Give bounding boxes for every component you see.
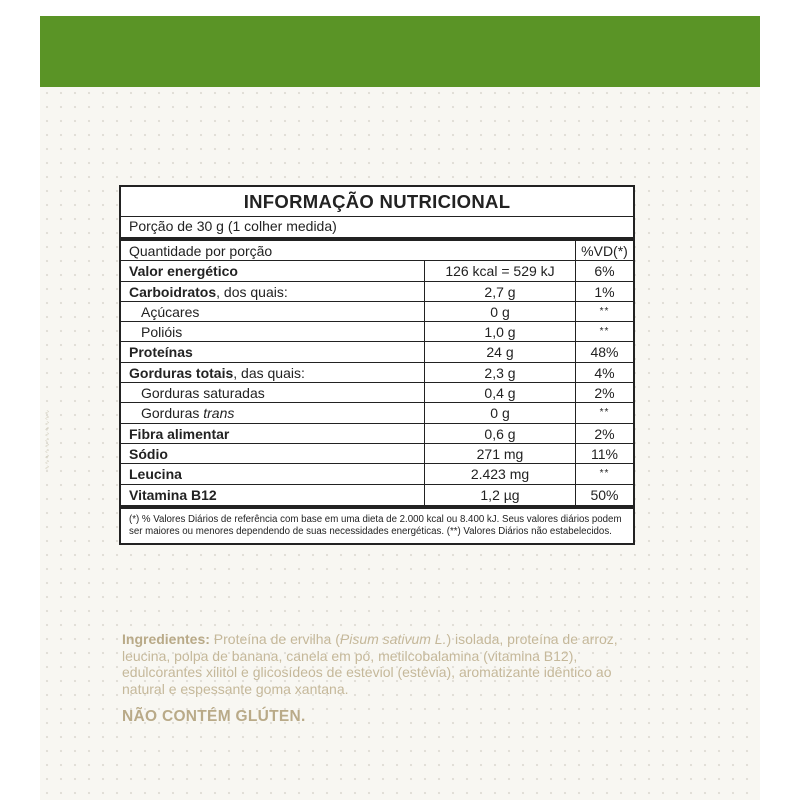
nutrient-name: Leucina [129,466,182,483]
nutrient-vd: 1% [575,282,633,301]
nutrient-amount: 271 mg [424,444,575,463]
nutrient-amount: 126 kcal = 529 kJ [424,261,575,280]
nutrient-name: Carboidratos, dos quais: [129,283,288,300]
nutrient-vd: ** [575,322,633,341]
table-row [121,444,633,464]
nutrient-vd: 6% [575,261,633,280]
table-row [121,464,633,484]
nutrient-amount: 2,7 g [424,282,575,301]
table-title: INFORMAÇÃO NUTRICIONAL [243,191,511,212]
nutrient-name: Proteínas [129,344,193,361]
nutrient-vd: 48% [575,342,633,361]
table-row [121,282,633,302]
nutrition-facts-table [119,185,635,545]
nutrient-amount: 1,2 µg [424,485,575,505]
nutrient-amount: 1,0 g [424,322,575,341]
nutrient-vd: 2% [575,383,633,402]
nutrient-vd: 4% [575,363,633,382]
nutrient-name: Gorduras saturadas [141,385,265,402]
nutrient-amount: 0 g [424,403,575,422]
table-row [121,383,633,403]
nutrient-amount: 0 g [424,302,575,321]
nutrient-vd: 11% [575,444,633,463]
nutrient-amount: 0,6 g [424,424,575,443]
table-row [121,342,633,362]
table-row [121,363,633,383]
nutrient-vd: 50% [575,485,633,505]
table-footnote: (*) % Valores Diários de referência com base em uma dieta de 2.000 kcal ou 8.400 kJ. Seus valores diários podem ser maiores ou menores dependendo de suas necessidades energéticas. (**) Valores Diários não estabelecidos. [121,505,633,543]
nutrient-vd: ** [575,302,633,321]
table-row [121,322,633,342]
nutrient-name: Sódio [129,445,168,462]
nutrient-name: Polióis [141,324,183,341]
table-row [121,403,633,423]
nutrient-name: Açúcares [141,303,200,320]
nutrient-amount: 2.423 mg [424,464,575,483]
table-row [121,302,633,322]
gluten-statement: NÃO CONTÉM GLÚTEN. [122,708,306,725]
nutrient-vd: ** [575,403,633,422]
nutrient-vd: ** [575,464,633,483]
nutrient-name: Valor energético [129,263,238,280]
side-watermark: ∿∿∿∿∿∿∿∿∿∿∿ [45,409,51,470]
nutrient-name: Gorduras totais, das quais: [129,364,305,381]
ingredients-text: Ingredientes: Proteína de ervilha (Pisum sativum L.) isolada, proteína de arroz, leucina, polpa de banana, canela em pó, metilcobalamina (vitamina B12), edulcorantes xilitol e glicosídeos de esteviol (estévia), aromatizante idêntico ao natural e espessante goma xantana. [122,631,618,697]
ingredients-label: Ingredientes: [122,631,210,647]
nutrient-amount: 0,4 g [424,383,575,402]
table-row [121,485,633,505]
nutrient-name: Gorduras trans [141,405,235,422]
header-vd: %VD(*) [575,241,633,260]
nutrient-name: Fibra alimentar [129,425,230,442]
nutrient-amount: 2,3 g [424,363,575,382]
portion-size: Porção de 30 g (1 colher medida) [121,216,633,241]
table-header-row [121,241,633,261]
nutrient-vd: 2% [575,424,633,443]
header-label: Quantidade por porção [129,243,273,259]
nutrient-amount: 24 g [424,342,575,361]
table-row [121,424,633,444]
top-green-bar [40,16,760,87]
table-row [121,261,633,281]
nutrient-name: Vitamina B12 [129,486,217,503]
header-amount [424,241,575,260]
